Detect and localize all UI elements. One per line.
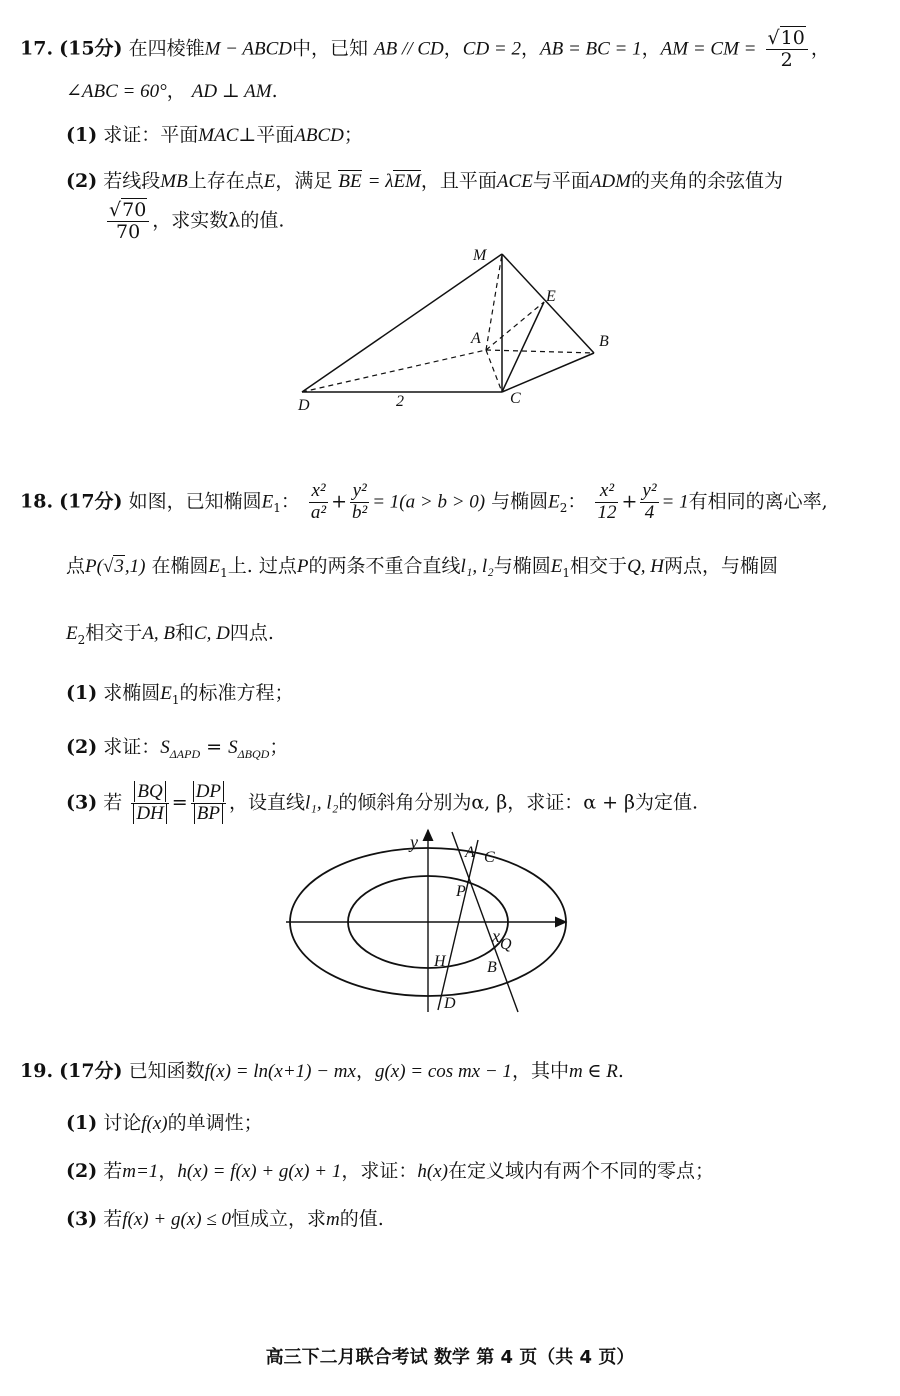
- fig17-label-b: B: [599, 333, 609, 350]
- q18-x2: x²: [309, 481, 328, 503]
- q18-points-ab: A, B: [142, 623, 175, 644]
- q19-part1: [66, 1112, 263, 1136]
- fig18-label-p: P: [456, 883, 466, 900]
- q19-function-h: h(x) = f(x) + g(x) + 1: [177, 1161, 342, 1182]
- q18-e1-sub: 1: [273, 501, 281, 516]
- q18-line3: [66, 622, 274, 647]
- q19-part3-text: 恒成立，求: [230, 1208, 326, 1230]
- q17-part1-text: 求证：平面: [103, 124, 199, 146]
- q19-m: m: [325, 1209, 340, 1230]
- q17-part1: [66, 124, 363, 148]
- q18-text: 四点.: [229, 622, 274, 644]
- q17-part2-cont: [104, 200, 284, 243]
- q19-inequality: f(x) + g(x) ≤ 0: [122, 1209, 231, 1230]
- q18-a2: a²: [310, 501, 327, 523]
- q18-frac-y2-4: [640, 481, 658, 524]
- q18-e2-sub: 2: [559, 501, 568, 516]
- q17-text: 在四棱锥: [128, 37, 205, 60]
- fig18-label-c: C: [484, 849, 495, 866]
- q17-line2: ∠ABC = 60°， AD ⊥ AM.: [66, 80, 278, 102]
- q19-part3-text: 若: [103, 1208, 123, 1230]
- q19-score: (17分): [59, 1060, 123, 1082]
- q18-ratio-right: [191, 782, 226, 825]
- q18-4: 4: [644, 501, 655, 523]
- q17-sqrt70: 70: [122, 199, 147, 221]
- q19-function-f: f(x) = ln(x+1) − mx: [204, 1061, 356, 1082]
- q17-part2: [66, 170, 783, 194]
- q19-part2-text: ，求证：: [341, 1160, 418, 1182]
- q17-part2-text: 的夹角的余弦值为: [630, 170, 783, 192]
- q18-text: ：: [567, 490, 587, 513]
- q18-text: 与椭圆: [491, 490, 549, 513]
- q17-cond-ab: AB = BC = 1: [540, 38, 642, 60]
- q18-part1: [66, 682, 294, 707]
- q18-area-apd-sub: ΔAPD: [169, 746, 201, 761]
- q19-part2-text: 在定义域内有两个不同的零点；: [447, 1160, 714, 1182]
- q18-y2: y²: [350, 481, 369, 503]
- q18-e1-sub: 1: [171, 692, 180, 707]
- q17-pyramid: M − ABCD: [204, 38, 293, 60]
- q19-part2-text: 若: [103, 1160, 123, 1182]
- q17-part2-text: 与平面: [532, 170, 590, 192]
- q18-b2: b²: [352, 501, 368, 523]
- fig18-label-h: H: [434, 953, 446, 970]
- q17-vector-em: EM: [393, 171, 421, 192]
- q18-area-apd: S: [160, 737, 170, 758]
- q17-cond-cd: CD = 2: [462, 38, 521, 60]
- q18-part2: (2) 求证：$S_{\Delta APD} = S_{\Delta BQD}$；: [66, 736, 289, 761]
- q18-frac-y2b2: [350, 481, 369, 524]
- q19-part3-label: (3): [66, 1208, 98, 1230]
- q18-frac-x2-12: [595, 481, 618, 524]
- q18-sqrt3: 3: [114, 556, 124, 577]
- q18-ellipse-figure: [280, 822, 580, 1017]
- fig17-label-d: D: [298, 397, 310, 414]
- q19-part3-text: 的值.: [339, 1208, 384, 1230]
- q17-cos-fraction: $\frac{√70}{70}$: [107, 200, 149, 243]
- q18-text: 上. 过点: [227, 555, 297, 577]
- q19-part2: (2) 若m=1，h(x) = f(x) + g(x) + 1，求证：h(x)在定义域内有两个不同的零点；: [66, 1160, 714, 1182]
- q18-part3: (3) 若 $\frac{BQ}{DH}$ = $\frac{DP}{BP}$ ，设直线l₁, l₂的倾斜角分别为α, β，求证：α + β为定值.: [66, 781, 699, 824]
- q19-line1: [20, 1060, 624, 1084]
- q18-number: 18.: [20, 490, 54, 513]
- q18-dh: DH: [133, 803, 166, 824]
- q19-part2-label: (2): [66, 1160, 98, 1182]
- q17-part2-text: ，求实数λ的值.: [152, 209, 285, 232]
- q18-part1-label: (1): [66, 682, 98, 704]
- q18-plus: +: [621, 490, 638, 513]
- q18-area-bqd-sub: ΔBQD: [237, 746, 270, 761]
- q18-e2-sub: 2: [77, 632, 86, 647]
- q19-part3: [66, 1208, 384, 1232]
- q17-part2-text: ，且平面: [420, 170, 497, 192]
- q18-dp: DP: [193, 781, 224, 802]
- fig18-label-y: y: [410, 832, 418, 852]
- fig18-label-q: Q: [500, 936, 512, 953]
- q17-part2-text: 上存在点: [187, 170, 264, 192]
- q17-cond-am: AM = CM =: [660, 38, 757, 60]
- q17-score: (15分): [59, 37, 123, 60]
- q19-text: ，: [355, 1060, 375, 1082]
- q18-part2-text: ；: [269, 736, 289, 758]
- q18-lines: l₁, l₂: [460, 556, 494, 577]
- q17-part2-label: (2): [66, 170, 98, 192]
- q18-lines: l₁, l₂: [305, 792, 339, 814]
- q17-sqrt10: 10: [780, 27, 805, 49]
- q17-part2-text: ，满足: [275, 170, 333, 192]
- q17-den70: 70: [116, 220, 141, 243]
- q18-score: (17分): [59, 490, 123, 513]
- q18-ellipse-e1: E: [160, 683, 172, 704]
- fig18-label-b: B: [487, 959, 497, 976]
- fig17-label-e: E: [546, 288, 556, 305]
- fig18-label-x: x: [492, 926, 500, 946]
- q19-hx: h(x): [417, 1161, 448, 1182]
- fig18-label-a: A: [465, 844, 475, 861]
- q17-vector-be: BE: [338, 171, 362, 192]
- q18-text: 有相同的离心率,: [688, 490, 828, 513]
- q17-segment-mb: MB: [160, 171, 188, 192]
- q18-ellipse-e2: E: [548, 491, 560, 513]
- q18-eq1: = 1(a > b > 0): [372, 491, 486, 513]
- q17-text: 中，已知: [292, 37, 369, 60]
- q17-angle: ∠ABC = 60°: [66, 81, 167, 102]
- fig17-label-2: 2: [396, 393, 404, 410]
- q18-frac-x2a2: [309, 481, 328, 524]
- q17-plane-mac: MAC: [198, 125, 239, 146]
- q18-text: ：: [280, 490, 300, 513]
- fig18-label-d: D: [444, 995, 456, 1012]
- q18-text: 如图，已知椭圆: [128, 490, 262, 513]
- q18-line1: [20, 481, 828, 524]
- q18-point-p-coord: ,1): [124, 556, 146, 577]
- q17-cond-parallel: AB // CD: [374, 38, 444, 60]
- q18-ratio-left: [131, 782, 168, 825]
- q19-text: 已知函数: [128, 1060, 205, 1082]
- q17-number: 17.: [20, 37, 54, 60]
- q18-points-qh: Q, H: [627, 556, 665, 577]
- q18-text: 点: [66, 555, 86, 577]
- q19-part1-text: 的单调性；: [167, 1112, 263, 1134]
- q17-den: 2: [780, 48, 793, 71]
- q18-text: 的两条不重合直线: [308, 555, 461, 577]
- q18-text: 在椭圆: [151, 555, 209, 577]
- q17-perp: AD ⊥ AM: [191, 81, 272, 102]
- q18-text: 两点，与椭圆: [664, 555, 779, 577]
- q17-point-e: E: [263, 171, 276, 192]
- q18-part3-text: 的倾斜角分别为α, β，求证：α + β为定值.: [338, 791, 699, 814]
- q19-text: ，其中: [511, 1060, 569, 1082]
- q18-text: 相交于: [570, 555, 628, 577]
- q18-x2: x²: [595, 481, 618, 503]
- q19-text: .: [617, 1060, 624, 1082]
- q19-domain-m: m ∈ R: [568, 1061, 618, 1082]
- q17-lambda-eq: = λ: [367, 171, 394, 192]
- q18-area-bqd: S: [228, 737, 238, 758]
- q18-points-cd: C, D: [194, 623, 230, 644]
- fig17-label-a: A: [471, 330, 481, 347]
- q17-plane-abcd: ABCD: [294, 125, 344, 146]
- q18-line2: 点P(√3,1) 在椭圆$E_1$上. 过点P的两条不重合直线l₁, l₂与椭圆$E_1$相交于Q, H两点，与椭圆: [66, 555, 779, 580]
- q18-part3-text: 若: [103, 791, 123, 814]
- page-footer: 高三下二月联合考试 数学 第 4 页（共 4 页）: [265, 1347, 635, 1368]
- q17-part1-text: ；: [343, 124, 363, 146]
- q18-e1-sub: 1: [562, 565, 571, 580]
- q18-bp: BP: [194, 803, 223, 824]
- q18-eq2: = 1: [661, 491, 689, 513]
- q18-part3-label: (3): [66, 791, 98, 814]
- q18-text: 和: [174, 622, 194, 644]
- q18-ellipse-e1: E: [208, 556, 221, 577]
- q18-part1-text: 求椭圆: [103, 682, 161, 704]
- q19-part1-text: 讨论: [103, 1112, 142, 1134]
- q18-point-p: P: [85, 556, 97, 577]
- q18-part3-text: ，设直线: [229, 791, 306, 814]
- q17-part1-text: ⊥平面: [238, 124, 295, 146]
- q17-plane-ace: ACE: [496, 171, 533, 192]
- q19-number: 19.: [20, 1060, 54, 1082]
- fig17-label-c: C: [510, 390, 521, 407]
- q17-part2-text: 若线段: [103, 170, 161, 192]
- q18-point-p: P: [296, 556, 309, 577]
- q18-part1-text: 的标准方程；: [179, 682, 294, 704]
- q18-12: 12: [597, 501, 617, 523]
- q17-fraction: $\frac{√10}{2}$: [766, 28, 808, 71]
- q17-line1: 17. (15分) 在四棱锥M − ABCD中，已知 AB // CD，CD = 2，AB = BC = 1，AM = CM = $\frac{√10}{2}$ ，: [20, 27, 830, 71]
- q19-part1-label: (1): [66, 1112, 98, 1134]
- q18-part2-label: (2): [66, 736, 98, 758]
- q17-pyramid-figure: [280, 240, 640, 420]
- q17-plane-adm: ADM: [589, 171, 631, 192]
- fig17-label-m: M: [473, 247, 487, 264]
- q19-m-eq-1: m=1: [122, 1161, 159, 1182]
- q18-ellipse-e1: E: [261, 491, 274, 513]
- q18-text: 与椭圆: [493, 555, 551, 577]
- q18-ellipse-e2: E: [66, 623, 78, 644]
- q19-function-g: g(x) = cos mx − 1: [374, 1061, 512, 1082]
- q18-plus: +: [331, 490, 348, 513]
- q19-fx: f(x): [141, 1113, 168, 1134]
- q18-text: 相交于: [85, 622, 143, 644]
- q18-e1-sub: 1: [220, 565, 228, 580]
- q18-ellipse-e1: E: [550, 556, 563, 577]
- q18-bq: BQ: [134, 781, 165, 802]
- q18-part2-text: 求证：: [103, 736, 161, 758]
- q17-part1-label: (1): [66, 124, 98, 146]
- q18-y2: y²: [642, 480, 657, 501]
